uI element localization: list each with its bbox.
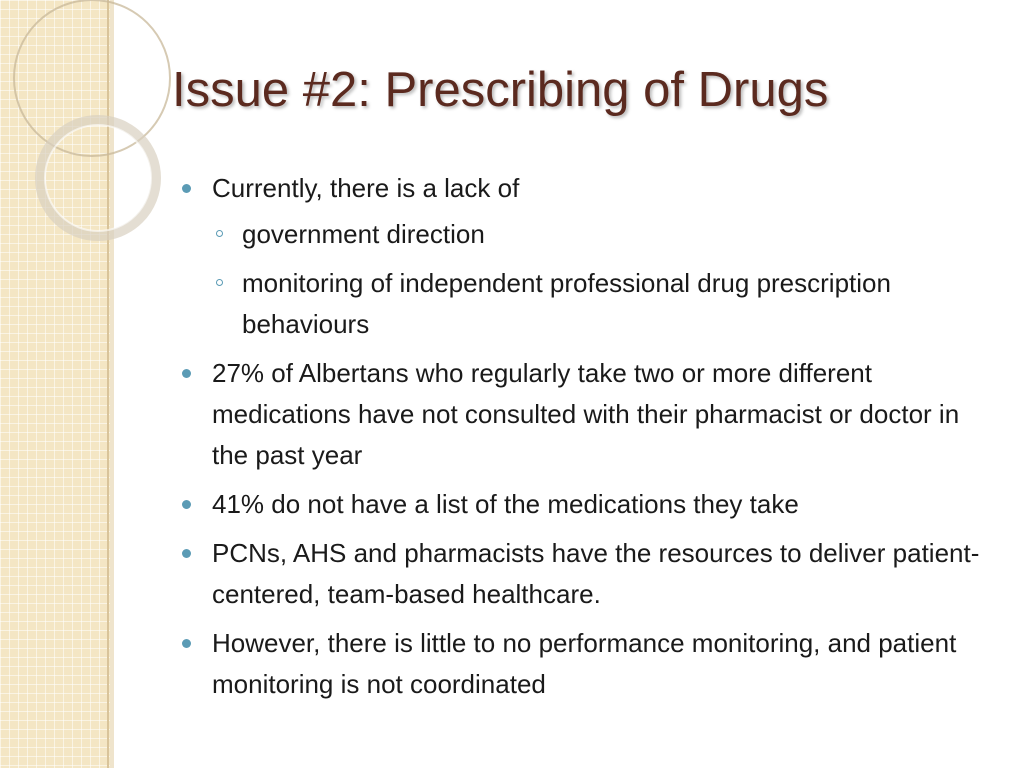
- bullet-dot-icon: [182, 500, 191, 509]
- decorative-rings: [0, 0, 200, 260]
- bullet-item: [182, 168, 982, 345]
- decorative-ring-medium: [40, 120, 156, 236]
- bullet-text: PCNs, AHS and pharmacists have the resources to deliver patient-centered, team-based healthcare.: [212, 538, 980, 609]
- hollow-bullet-icon: [216, 230, 223, 237]
- bullet-item: [182, 353, 982, 476]
- decorative-ring-large: [14, 0, 170, 156]
- sub-bullet-list: [212, 214, 982, 345]
- bullet-item: [182, 484, 982, 525]
- bullet-text: 41% do not have a list of the medications they take: [212, 489, 799, 519]
- bullet-dot-icon: [182, 549, 191, 558]
- sub-bullet-item: [212, 263, 982, 345]
- hollow-bullet-icon: [216, 279, 223, 286]
- slide-title: Issue #2: Prescribing of Drugs: [172, 63, 829, 117]
- bullet-dot-icon: [182, 184, 191, 193]
- bullet-text: 27% of Albertans who regularly take two or more different medications have not consulted with their pharmacist or doctor in the past year: [212, 358, 960, 470]
- sub-bullet-text: monitoring of independent professional drug prescription behaviours: [242, 268, 891, 339]
- bullet-item: [182, 623, 982, 705]
- bullet-text: However, there is little to no performance monitoring, and patient monitoring is not coordinated: [212, 628, 957, 699]
- sub-bullet-text: government direction: [242, 219, 485, 249]
- bullet-text: Currently, there is a lack of: [212, 173, 520, 203]
- decorative-ring-medium-inner: [45, 125, 151, 231]
- bullet-dot-icon: [182, 639, 191, 648]
- bullet-dot-icon: [182, 369, 191, 378]
- bullet-list: [182, 168, 982, 713]
- bullet-item: [182, 533, 982, 615]
- sub-bullet-item: [212, 214, 982, 255]
